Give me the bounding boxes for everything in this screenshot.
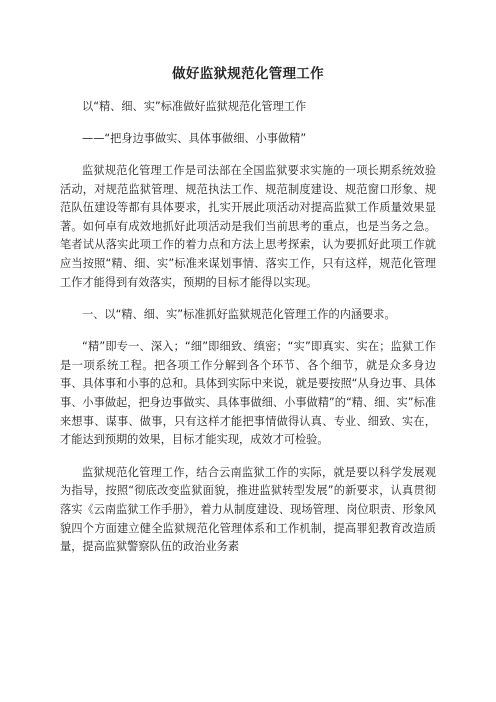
document-title: 做好监狱规范化管理工作	[172, 66, 324, 82]
subtitle-1: 以“精、细、实”标准做好监狱规范化管理工作	[82, 100, 307, 113]
paragraph-1: 监狱规范化管理工作是司法部在全国监狱要求实施的一项长期系统效验活动，对规范监狱管理、规范执法工作、规范制度建设、规范窗口形象、规范队伍建设等都有具体要求，扎实开展此项活动对提高监狱工作质量效果显著。如何卓有成效地抓好此项活动是我们当前思考的重点，也是当务之急。笔者试从落实此项工作的着力点和方法上思考探索，认为要抓好此项工作就应当按照“精、细、实”标准来谋划事情、落实工作，只有这样，规范化管理工作才能得到有效落实，预期的目标才能得以实现。	[60, 164, 436, 289]
paragraph-3: 监狱规范化管理工作，结合云南监狱工作的实际，就是要以科学发展观为指导，按照“彻底改变监狱面貌，推进监狱转型发展”的新要求，认真贯彻落实《云南监狱工作手册》，着力从制度建设、现场管理、岗位职责、形象风貌四个方面建立健全监狱规范化管理体系和工作机制，提高罪犯教育改造质量，提高监狱警察队伍的政治业务素	[60, 465, 436, 554]
subtitle-2: ——“把身边事做实、具体事做细、小事做精”	[82, 132, 307, 145]
section-heading-1: 一、以“精、细、实”标准抓好监狱规范化管理工作的内涵要求。	[82, 308, 396, 322]
paragraph-2: “精”即专一、深入；“细”即细致、缜密；“实”即真实、实在；监狱工作是一项系统工程。把各项工作分解到各个环节、各个细节，就是众多身边事、具体事和小事的总和。具体到实际中来说，就是要按照“从身边事、具体事、小事做起，把身边事做实、具体事做细、小事做精”的“精、细、实”标准来想事、谋事、做事，只有这样才能把事情做得认真、专业、细致、实在，才能达到预期的效果，目标才能实现，成效才可检验。	[60, 340, 436, 447]
